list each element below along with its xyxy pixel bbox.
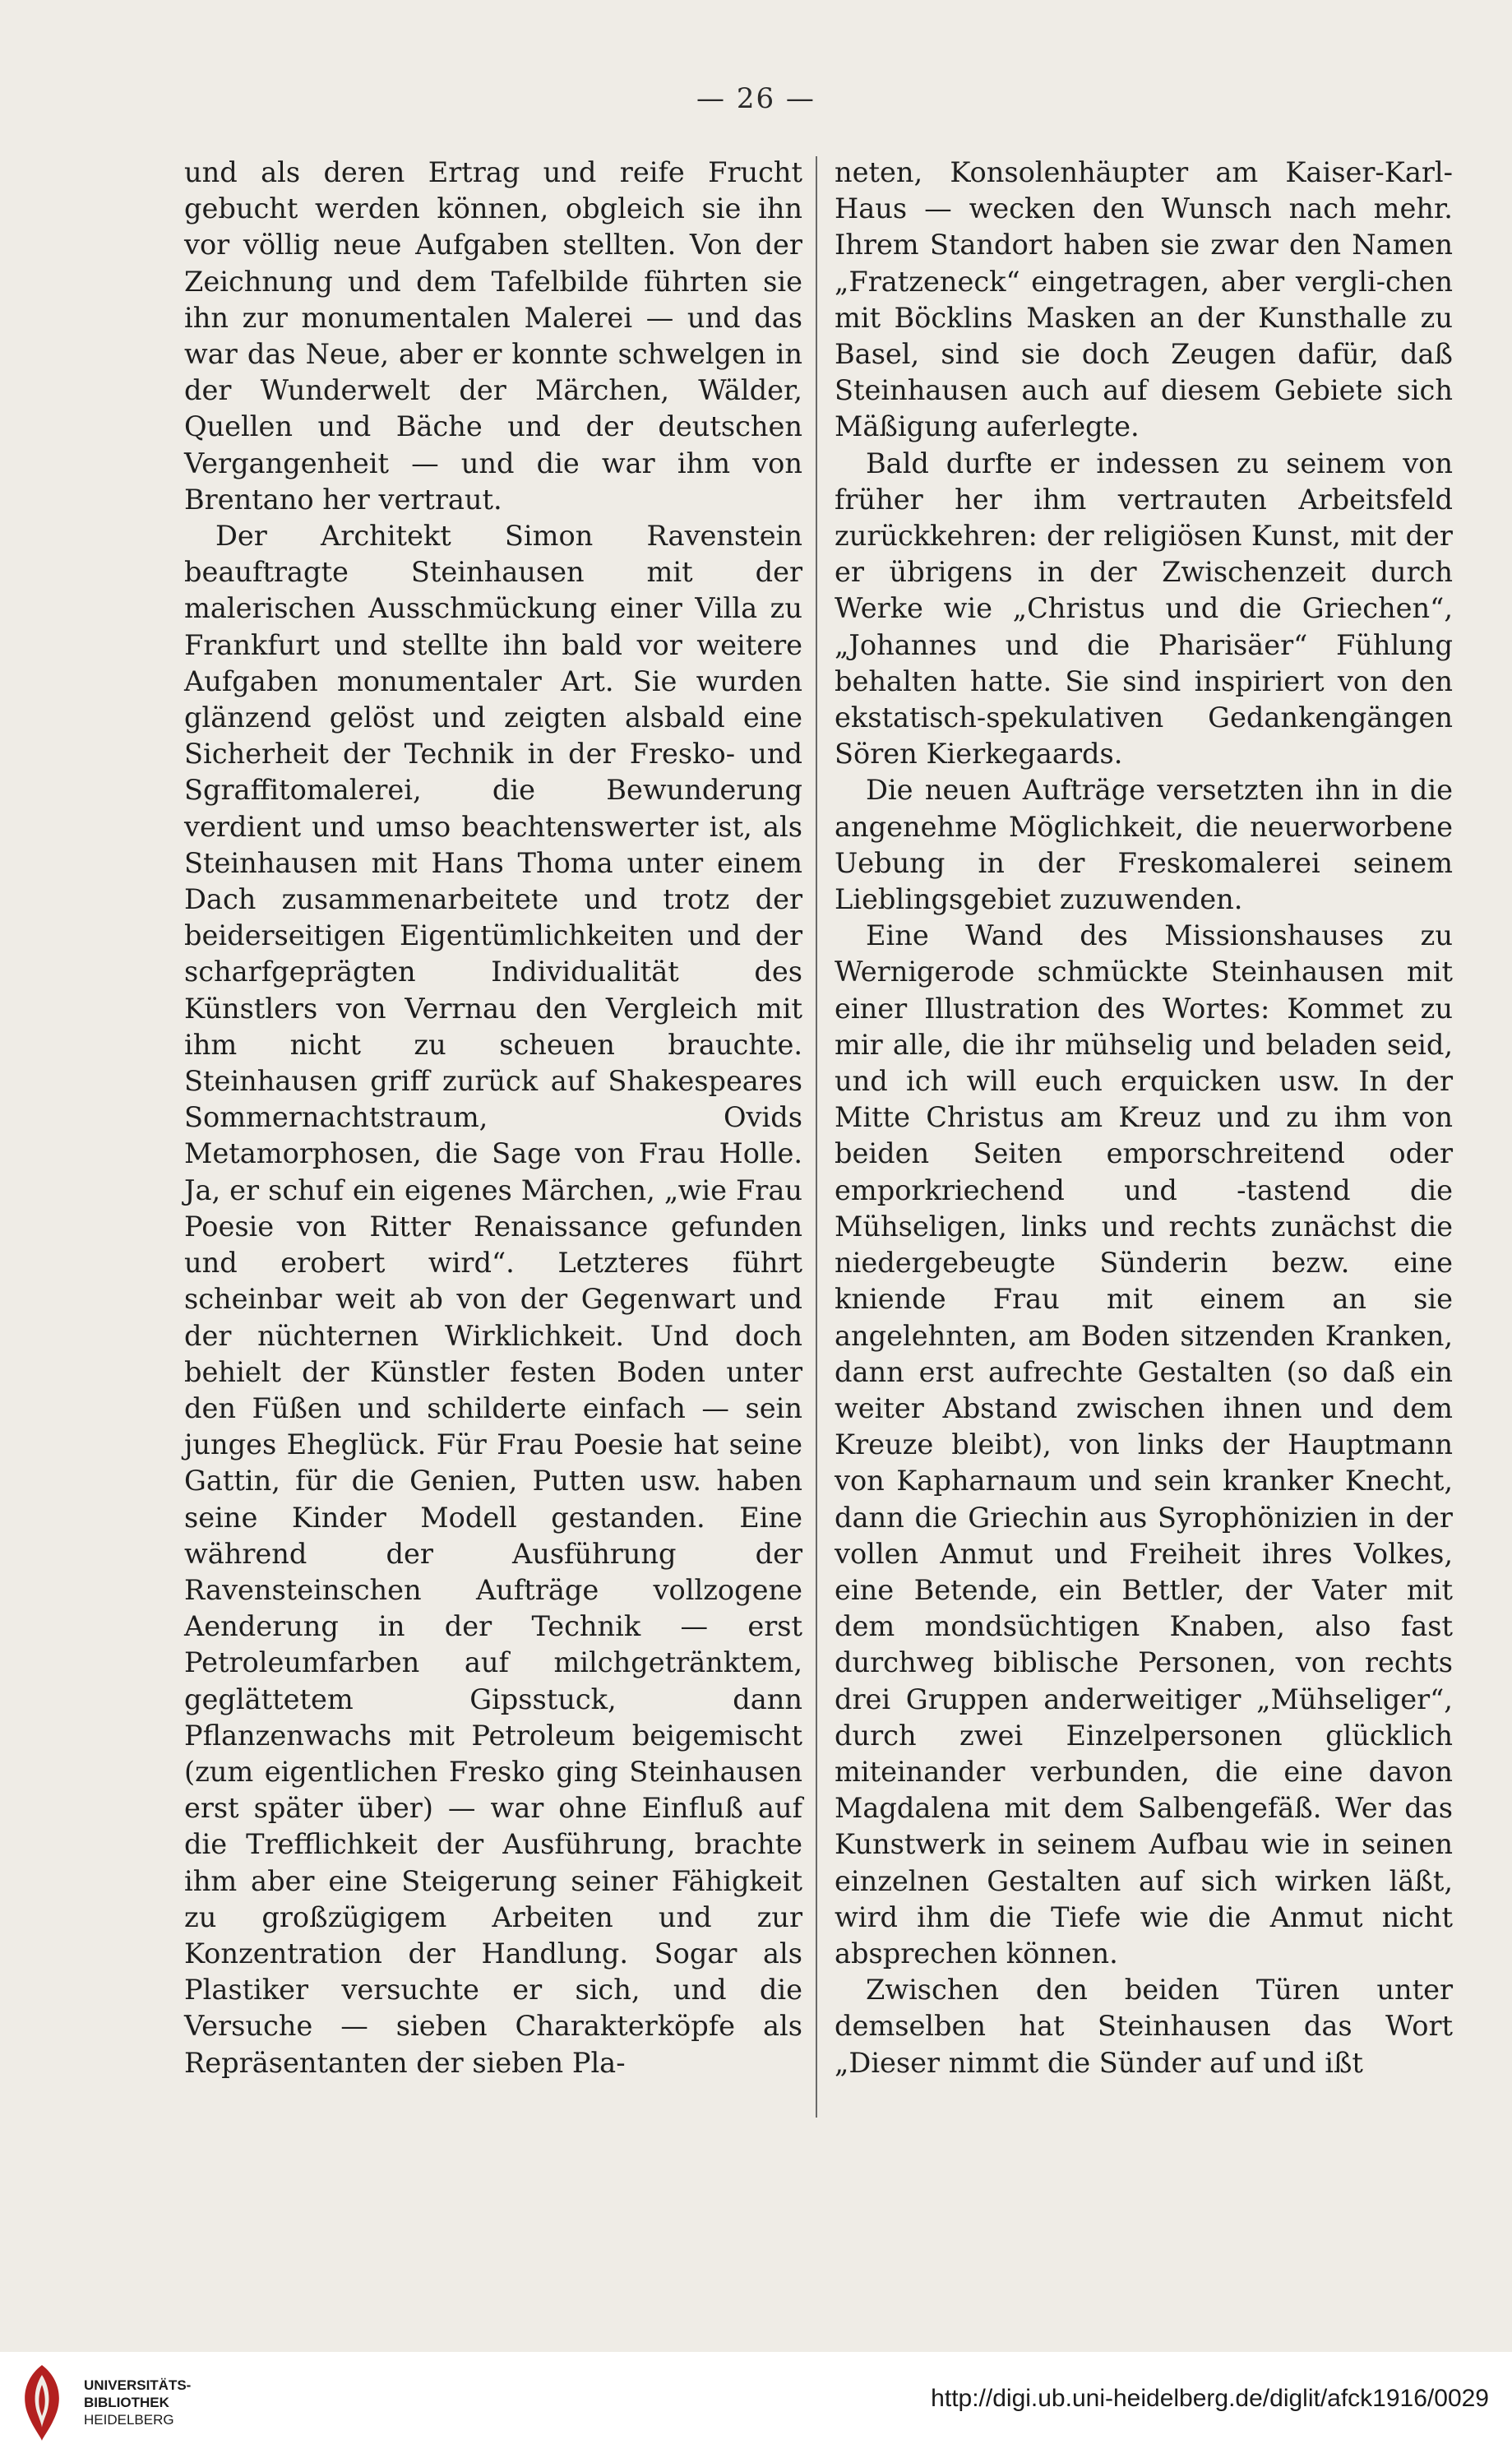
paragraph: und als deren Ertrag und reife Frucht gebucht werden können, obgleich sie ihn vor völlig neue Aufgaben stellten. Von der Zeichnung und dem Tafelbilde führten sie ihn zur monumentalen Malerei — und das war das Neue, aber er konnte schwelgen in der Wunderwelt der Märchen, Wälder, Quellen und Bäche und der deutschen Vergangenheit — und die war ihm von Brentano her vertraut. — [184, 156, 802, 516]
library-logo-icon — [16, 2362, 67, 2444]
paragraph: Bald durfte er indessen zu seinem von früher her ihm vertrauten Arbeitsfeld zurückkehren: der religiösen Kunst, mit der er übrigens in der Zwischenzeit durch Werke wie „Christus und die Griechen“, „Johannes und die Pharisäer“ Fühlung behalten hatte. Sie sind inspiriert von den ekstatisch-spekulativen Gedankengängen Sören Kierkegaards. — [835, 447, 1453, 771]
institution-line: BIBLIOTHEK — [84, 2395, 169, 2410]
institution-line: UNIVERSITÄTS- — [84, 2377, 192, 2393]
institution-name — [84, 2377, 191, 2428]
paragraph: Die neuen Aufträge versetzten ihn in die angenehme Möglichkeit, die neuerworbene Uebung in der Freskomalerei seinem Lieblingsgebiet zuzuwenden. — [835, 774, 1453, 916]
paragraph: Der Architekt Simon Ravenstein beauftragte Steinhausen mit der malerischen Ausschmückung einer Villa zu Frankfurt und stellte ihn bald vor weitere Aufgaben monumentaler Art. Sie wurden glänzend gelöst und zeigten alsbald eine Sicherheit der Technik in der Fresko- und Sgraffitomalerei, die Bewunderung verdient und umso beachtenswerter ist, als Steinhausen mit Hans Thoma unter einem Dach zusammenarbeitete und trotz der beiderseitigen Eigentümlichkeiten und der scharfgeprägten Individualität des Künstlers von Verrnau den Vergleich mit ihm nicht zu scheuen brauchte. Steinhausen griff zurück auf Shakespeares Sommernachtstraum, Ovids Metamorphosen, die Sage von Frau Holle. Ja, er schuf ein eigenes Märchen, „wie Frau Poesie von Ritter Renaissance gefunden und erobert wird“. Letzteres führt scheinbar weit ab von der Gegenwart und der nüchternen Wirklichkeit. Und doch behielt der Künstler festen Boden unter den Füßen und schilderte einfach — sein junges Eheglück. Für Frau Poesie hat seine Gattin, für die Genien, Putten usw. haben seine Kinder Modell gestanden. Eine während der Ausführung der Ravensteinschen Aufträge vollzogene Aenderung in der Technik — erst Petroleumfarben auf milchgetränktem, geglättetem Gipsstuck, dann Pflanzenwachs mit Petroleum beigemischt (zum eigentlichen Fresko ging Steinhausen erst später über) — war ohne Einfluß auf die Trefflichkeit der Ausführung, brachte ihm aber eine Steigerung seiner Fähigkeit zu großzügigem Arbeiten und zur Konzentration der Handlung. Sogar als Plastiker versuchte er sich, und die Versuche — sieben Charakterköpfe als Repräsentanten der sieben Pla- — [184, 520, 802, 2079]
paragraph: neten, Konsolenhäupter am Kaiser-Karl-Haus — wecken den Wunsch nach mehr. Ihrem Standort haben sie zwar den Namen „Fratzeneck“ eingetragen, aber vergli-chen mit Böcklins Masken an der Kunsthalle zu Basel, sind sie doch Zeugen dafür, daß Steinhausen auch auf diesem Gebiete sich Mäßigung auferlegte. — [835, 156, 1453, 443]
left-column — [184, 155, 802, 2081]
source-url-link[interactable]: http://digi.ub.uni-heidelberg.de/diglit/afck1916/0029 — [931, 2385, 1489, 2412]
institution-line: HEIDELBERG — [84, 2412, 174, 2428]
column-divider — [816, 156, 817, 2118]
paragraph: Zwischen den beiden Türen unter demselben hat Steinhausen das Wort „Dieser nimmt die Sünder auf und ißt — [835, 1974, 1453, 2079]
right-column — [835, 155, 1453, 2081]
paragraph: Eine Wand des Missionshauses zu Wernigerode schmückte Steinhausen mit einer Illustration des Wortes: Kommet zu mir alle, die ihr mühselig und beladen seid, und ich will euch erquicken usw. In der Mitte Christus am Kreuz und zu ihm von beiden Seiten emporschreitend oder emporkriechend und -tastend die Mühseligen, links und rechts zunächst die niedergebeugte Sünderin bezw. eine kniende Frau mit einem an sie angelehnten, am Boden sitzenden Kranken, dann erst aufrechte Gestalten (so daß ein weiter Abstand zwischen ihnen und dem Kreuze bleibt), von links der Hauptmann von Kapharnaum und sein kranker Knecht, dann die Griechin aus Syrophönizien in der vollen Anmut und Freiheit ihres Volkes, eine Betende, ein Bettler, der Vater mit dem mondsüchtigen Knaben, also fast durchweg biblische Personen, von rechts drei Gruppen anderweitiger „Mühseliger“, durch zwei Einzelpersonen glücklich miteinander verbunden, die eine davon Magdalena mit dem Salbengefäß. Wer das Kunstwerk in seinem Aufbau wie in seinen einzelnen Gestalten auf sich wirken läßt, wird ihm die Tiefe wie die Anmut nicht absprechen können. — [835, 919, 1453, 1970]
page-number: — 26 — — [696, 82, 816, 115]
